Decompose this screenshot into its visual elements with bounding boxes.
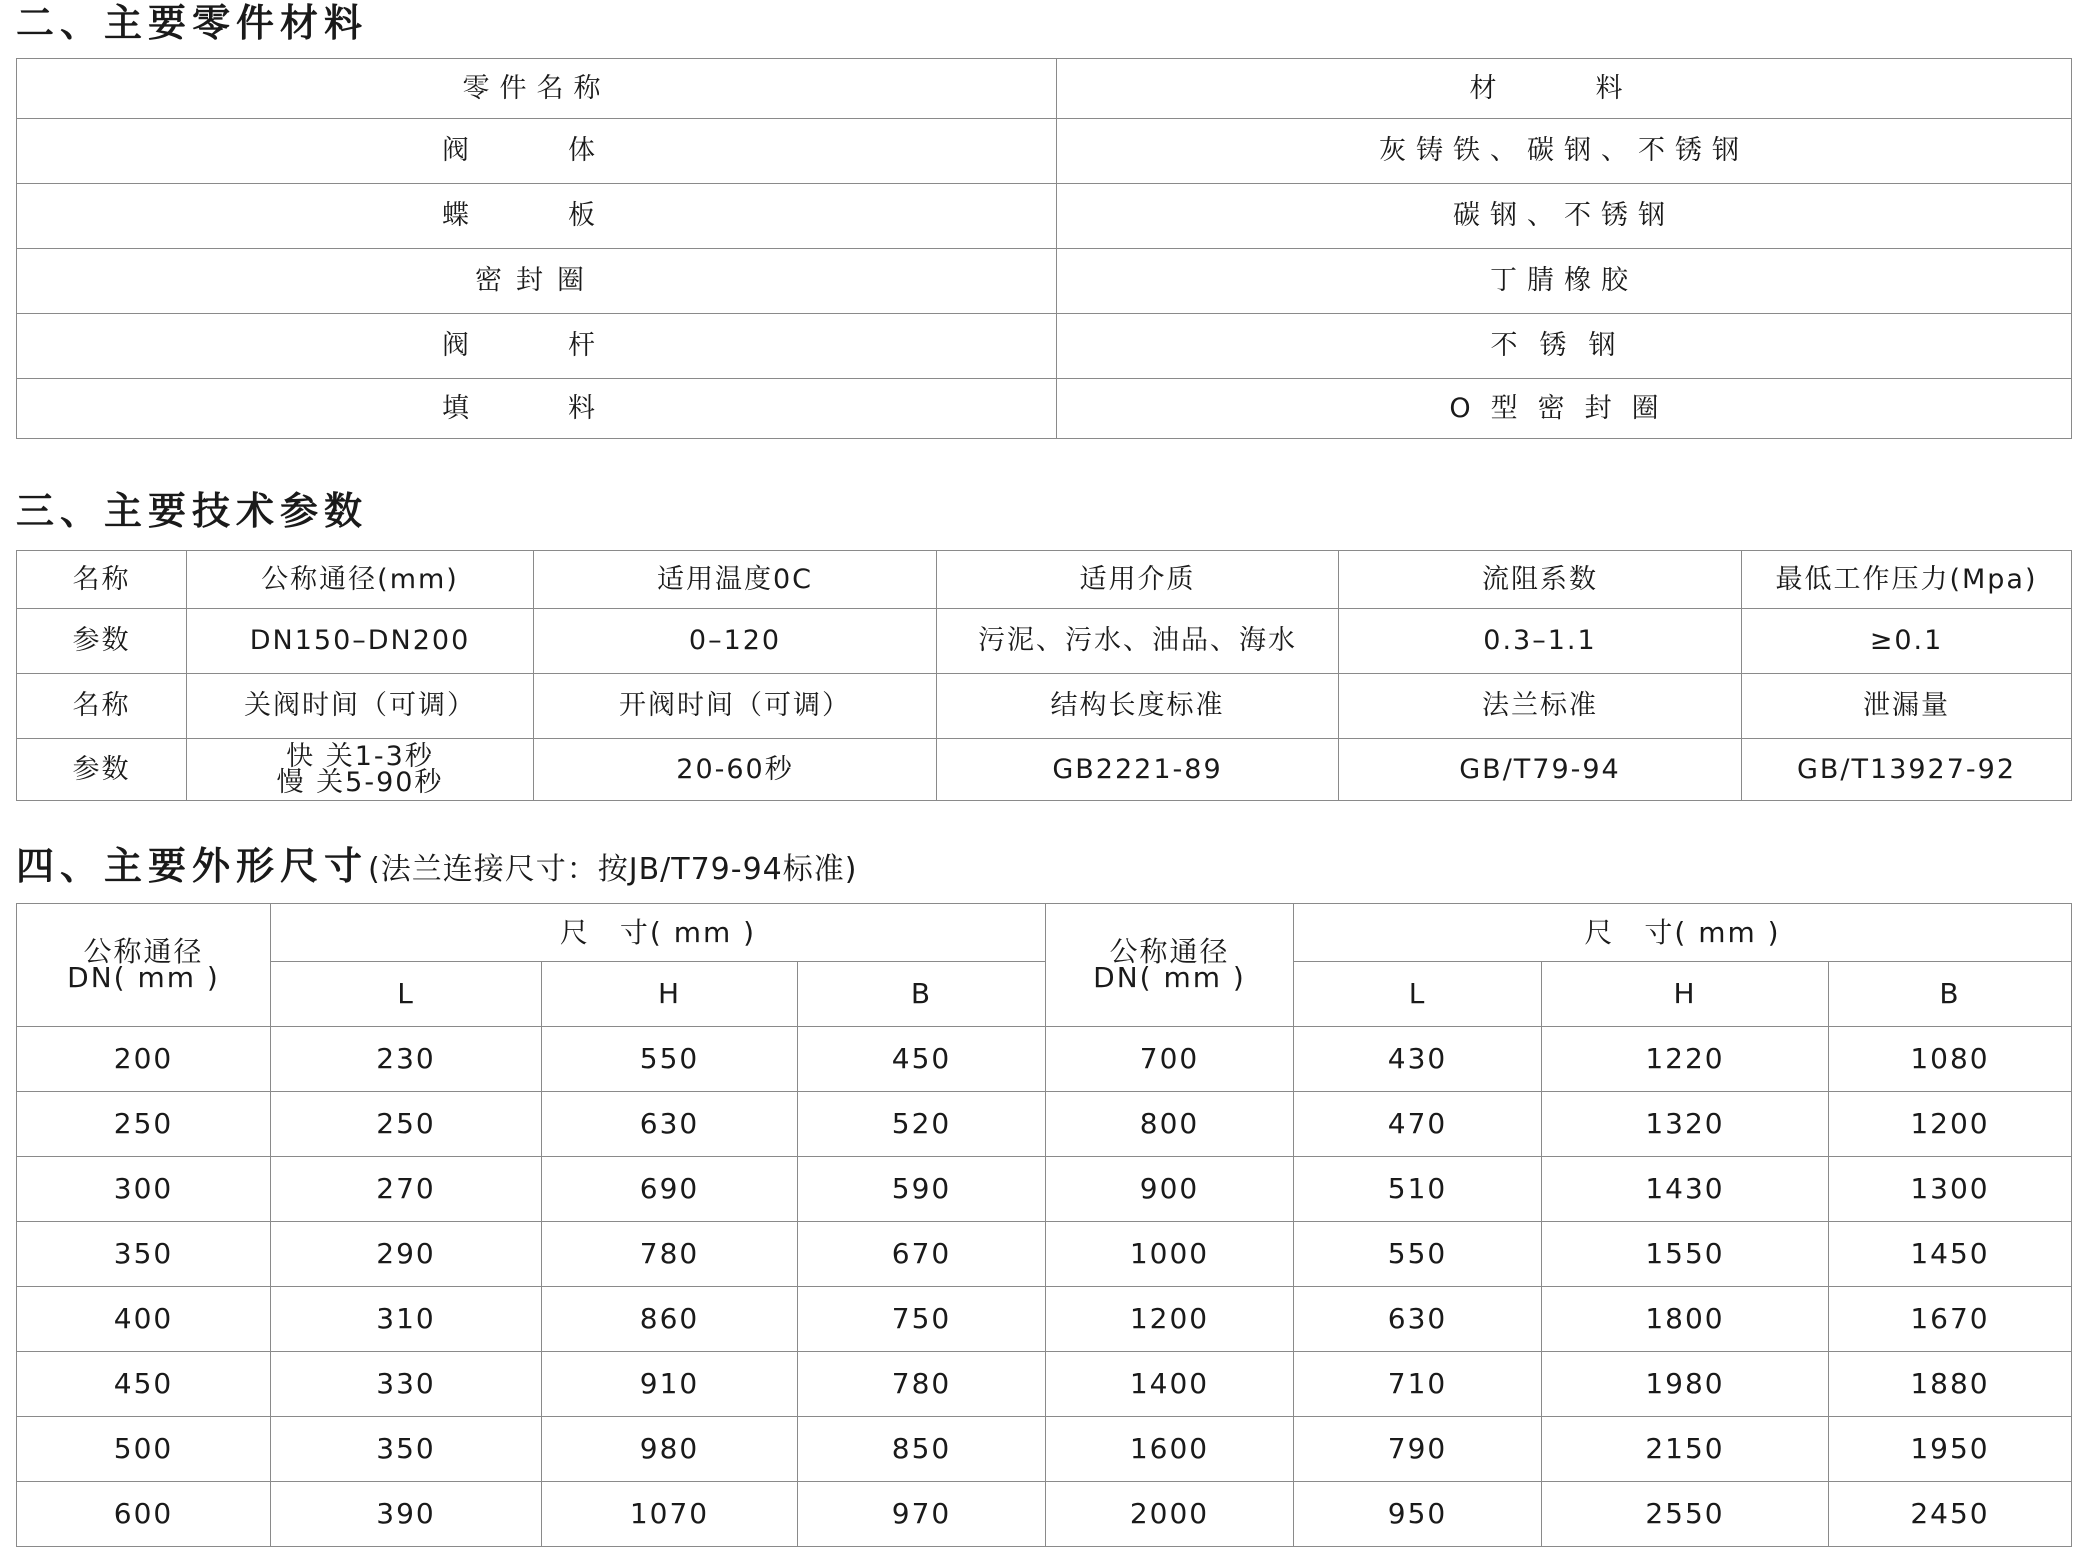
dn-value: 450 xyxy=(17,1352,271,1417)
dims-header-row xyxy=(17,904,2072,962)
close-time-fast: 快 关1-3秒 xyxy=(286,740,434,772)
l-value: 350 xyxy=(271,1417,542,1482)
materials-header-row xyxy=(17,59,2072,119)
table-row xyxy=(17,739,2072,801)
param-label: 名称 xyxy=(17,674,187,739)
param-header: 适用温度0C xyxy=(534,551,937,609)
table-row xyxy=(17,609,2072,674)
dn-value: 700 xyxy=(1046,1027,1294,1092)
part-name: 蝶 板 xyxy=(17,184,1057,249)
h-value: 1430 xyxy=(1542,1157,1829,1222)
h-value: 1220 xyxy=(1542,1027,1829,1092)
part-name-header: 零件名称 xyxy=(17,59,1057,119)
dn-value: 350 xyxy=(17,1222,271,1287)
params-table xyxy=(16,550,2072,801)
l-value: 310 xyxy=(271,1287,542,1352)
h-value: 910 xyxy=(542,1352,798,1417)
l-value: 470 xyxy=(1294,1092,1542,1157)
dn-header xyxy=(17,904,271,1027)
dn-value: 200 xyxy=(17,1027,271,1092)
l-value: 270 xyxy=(271,1157,542,1222)
h-value: 1800 xyxy=(1542,1287,1829,1352)
param-header: 流阻系数 xyxy=(1339,551,1742,609)
dn-header-line1: 公称通径 xyxy=(83,935,204,968)
table-row xyxy=(17,249,2072,314)
b-value: 850 xyxy=(798,1417,1046,1482)
b-value: 750 xyxy=(798,1287,1046,1352)
l-header: L xyxy=(271,962,542,1027)
dn-value: 1000 xyxy=(1046,1222,1294,1287)
table-row xyxy=(17,1417,2072,1482)
b-value: 590 xyxy=(798,1157,1046,1222)
table-row xyxy=(17,1027,2072,1092)
b-value: 1300 xyxy=(1829,1157,2072,1222)
h-value: 1980 xyxy=(1542,1352,1829,1417)
part-name: 阀 杆 xyxy=(17,314,1057,379)
b-value: 1670 xyxy=(1829,1287,2072,1352)
h-value: 550 xyxy=(542,1027,798,1092)
h-value: 980 xyxy=(542,1417,798,1482)
table-row xyxy=(17,674,2072,739)
param-value: DN150–DN200 xyxy=(187,609,534,674)
dn-value: 300 xyxy=(17,1157,271,1222)
dn-header-line1: 公称通径 xyxy=(1109,935,1230,968)
b-value: 1450 xyxy=(1829,1222,2072,1287)
table-row xyxy=(17,1157,2072,1222)
l-value: 230 xyxy=(271,1027,542,1092)
h-value: 860 xyxy=(542,1287,798,1352)
table-row xyxy=(17,314,2072,379)
param-label: 名称 xyxy=(17,551,187,609)
l-value: 510 xyxy=(1294,1157,1542,1222)
dn-value: 900 xyxy=(1046,1157,1294,1222)
material-header: 材 料 xyxy=(1057,59,2072,119)
h-value: 630 xyxy=(542,1092,798,1157)
materials-table xyxy=(16,58,2072,439)
dn-header-line2: DN( mm ) xyxy=(67,961,220,994)
part-material: O型密封圈 xyxy=(1057,379,2072,439)
param-label: 参数 xyxy=(17,609,187,674)
dn-value: 400 xyxy=(17,1287,271,1352)
b-header: B xyxy=(798,962,1046,1027)
b-value: 1080 xyxy=(1829,1027,2072,1092)
dn-value: 500 xyxy=(17,1417,271,1482)
dims-table xyxy=(16,903,2072,1547)
b-value: 1200 xyxy=(1829,1092,2072,1157)
param-value: GB2221-89 xyxy=(937,739,1339,801)
b-value: 520 xyxy=(798,1092,1046,1157)
table-row xyxy=(17,1222,2072,1287)
l-value: 790 xyxy=(1294,1417,1542,1482)
dn-header xyxy=(1046,904,1294,1027)
param-header: 适用介质 xyxy=(937,551,1339,609)
table-row xyxy=(17,1482,2072,1547)
params-section-title: 三、主要技术参数 xyxy=(16,489,369,533)
size-header: 尺 寸( mm ) xyxy=(271,904,1046,962)
l-value: 950 xyxy=(1294,1482,1542,1547)
dn-value: 2000 xyxy=(1046,1482,1294,1547)
l-value: 330 xyxy=(271,1352,542,1417)
dn-value: 800 xyxy=(1046,1092,1294,1157)
dims-title-note: (法兰连接尺寸：按JB/T79-94标准) xyxy=(368,852,858,887)
part-material: 灰铸铁、碳钢、不锈钢 xyxy=(1057,119,2072,184)
part-name: 阀 体 xyxy=(17,119,1057,184)
h-header: H xyxy=(542,962,798,1027)
dn-value: 1400 xyxy=(1046,1352,1294,1417)
b-value: 2450 xyxy=(1829,1482,2072,1547)
param-value: 污泥、污水、油品、海水 xyxy=(937,609,1339,674)
l-value: 290 xyxy=(271,1222,542,1287)
l-value: 710 xyxy=(1294,1352,1542,1417)
param-label: 参数 xyxy=(17,739,187,801)
param-header: 法兰标准 xyxy=(1339,674,1742,739)
h-value: 1070 xyxy=(542,1482,798,1547)
dims-subheader-row xyxy=(17,962,2072,1027)
param-value: 0–120 xyxy=(534,609,937,674)
part-material: 丁腈橡胶 xyxy=(1057,249,2072,314)
part-name: 填 料 xyxy=(17,379,1057,439)
h-value: 1550 xyxy=(1542,1222,1829,1287)
size-header: 尺 寸( mm ) xyxy=(1294,904,2072,962)
l-value: 550 xyxy=(1294,1222,1542,1287)
b-value: 1950 xyxy=(1829,1417,2072,1482)
dims-section-title xyxy=(16,843,857,893)
param-value xyxy=(187,739,534,801)
table-row xyxy=(17,1287,2072,1352)
param-header: 最低工作压力(Mpa) xyxy=(1742,551,2072,609)
table-row xyxy=(17,184,2072,249)
close-time-slow: 慢 关5-90秒 xyxy=(276,766,444,798)
dims-title-text: 四、主要外形尺寸 xyxy=(16,844,369,888)
h-value: 690 xyxy=(542,1157,798,1222)
b-value: 1880 xyxy=(1829,1352,2072,1417)
b-header: B xyxy=(1829,962,2072,1027)
b-value: 780 xyxy=(798,1352,1046,1417)
param-value: 20-60秒 xyxy=(534,739,937,801)
l-value: 250 xyxy=(271,1092,542,1157)
dn-header-line2: DN( mm ) xyxy=(1093,961,1246,994)
param-header: 关阀时间（可调） xyxy=(187,674,534,739)
param-header: 公称通径(mm) xyxy=(187,551,534,609)
table-row xyxy=(17,1352,2072,1417)
dn-value: 250 xyxy=(17,1092,271,1157)
table-row xyxy=(17,551,2072,609)
part-material: 不锈钢 xyxy=(1057,314,2072,379)
l-header: L xyxy=(1294,962,1542,1027)
dn-value: 600 xyxy=(17,1482,271,1547)
b-value: 670 xyxy=(798,1222,1046,1287)
table-row xyxy=(17,379,2072,439)
dims-body xyxy=(17,1027,2072,1547)
h-value: 2550 xyxy=(1542,1482,1829,1547)
dn-value: 1200 xyxy=(1046,1287,1294,1352)
h-value: 780 xyxy=(542,1222,798,1287)
dn-value: 1600 xyxy=(1046,1417,1294,1482)
table-row xyxy=(17,1092,2072,1157)
param-value: ≥0.1 xyxy=(1742,609,2072,674)
part-material: 碳钢、不锈钢 xyxy=(1057,184,2072,249)
b-value: 450 xyxy=(798,1027,1046,1092)
h-value: 1320 xyxy=(1542,1092,1829,1157)
h-value: 2150 xyxy=(1542,1417,1829,1482)
param-header: 结构长度标准 xyxy=(937,674,1339,739)
part-name: 密封圈 xyxy=(17,249,1057,314)
l-value: 630 xyxy=(1294,1287,1542,1352)
param-value: GB/T13927-92 xyxy=(1742,739,2072,801)
param-value: 0.3–1.1 xyxy=(1339,609,1742,674)
l-value: 430 xyxy=(1294,1027,1542,1092)
param-value: GB/T79-94 xyxy=(1339,739,1742,801)
b-value: 970 xyxy=(798,1482,1046,1547)
l-value: 390 xyxy=(271,1482,542,1547)
param-header: 泄漏量 xyxy=(1742,674,2072,739)
table-row xyxy=(17,119,2072,184)
h-header: H xyxy=(1542,962,1829,1027)
materials-section-title: 二、主要零件材料 xyxy=(16,1,369,45)
param-header: 开阀时间（可调） xyxy=(534,674,937,739)
